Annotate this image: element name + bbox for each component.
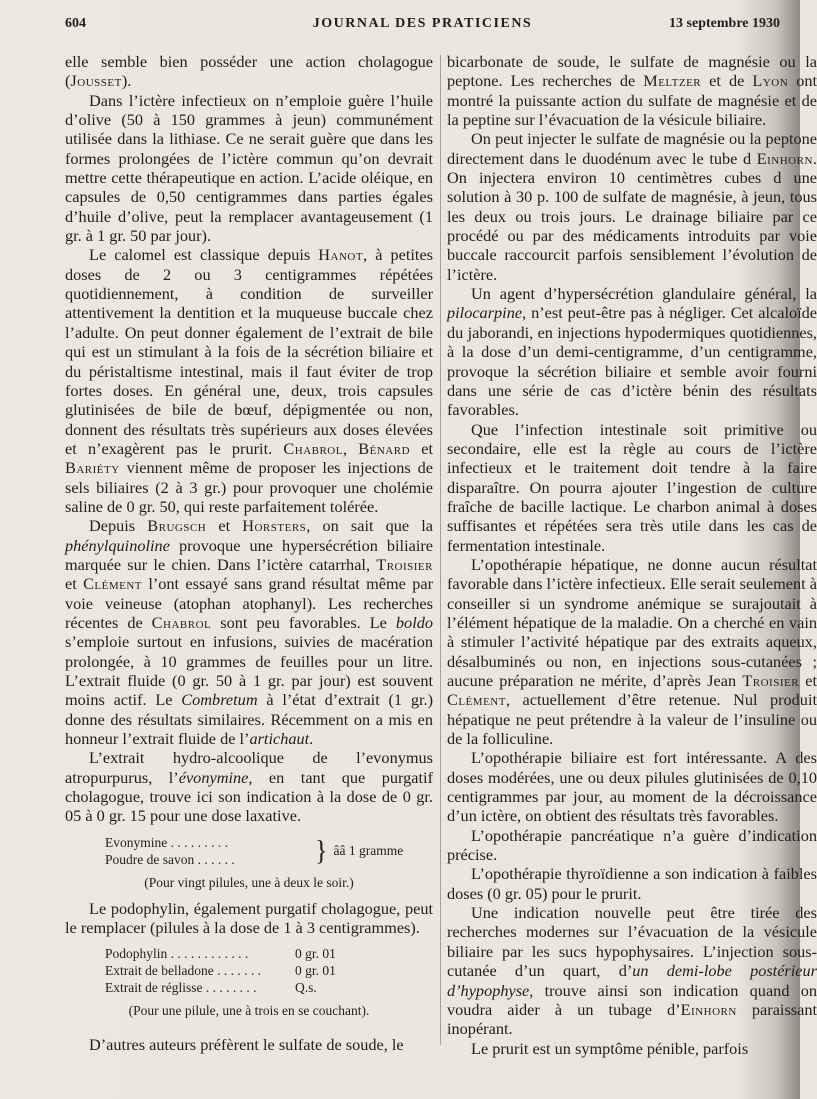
- paragraph: Le podophylin, également purgatif cholagogue, peut le remplacer (pilules à la dose de 1 à 3 centigrammes).: [65, 898, 433, 938]
- paragraph: Depuis Brugsch et Horsters, on sait que la phénylquinoline provoque une hypersécrétion biliaire marquée sur le chien. Dans l’ictère catarrhal, Troisier et Clément l’ont essayé sans grand résultat même par voie veineuse (atophan atophanyl). Les recherches récentes de Chabrol sont peu favorables. Le boldo s’emploie surtout en infusions, suivies de macération prolongée, à 10 grammes de feuilles pour un litre. L’extrait fluide (0 gr. 50 à 1 gr. par jour) est souvent moins actif. Le Combretum à l’état d’extrait (1 gr.) donne des résultats similaires. Récemment on a mis en honneur l’extrait fluide de l’artichaut.: [65, 516, 434, 749]
- formula-ingredient: Extrait de belladone . . . . . . .: [105, 963, 261, 979]
- paragraph: L’opothérapie pancréatique n’a guère d’indication précise.: [447, 825, 817, 865]
- formula-quantity: 0 gr. 01: [295, 963, 336, 979]
- paragraph: bicarbonate de soude, le sulfate de magnésie ou la peptone. Les recherches de Meltzer et de Lyon ont montré la puissante action du sulfate de magnésie et de la peptine sur l’évacuation de la vésicule biliaire.: [447, 52, 817, 130]
- paragraph: L’opothérapie hépatique, ne donne aucun résultat favorable dans l’ictère infectieux. Elle serait seulement à conseiller si un syndrome anémique se surajoutait à l’élément hépatique de la maladie. On a cherché en vain à stimuler l’activité hépatique par des extraits aqueux, désalbuminés ou non, en injections sous-cutanées ; aucune préparation ne mérite, d’après Jean Troisier et Clément, actuellement d’être retenue. Nul produit hépatique ne peut prétendre à la valeur de l’insuline ou de la folliculine.: [447, 554, 817, 749]
- paragraph: Un agent d’hypersécrétion glandulaire général, la pilocarpine, n’est peut-être pas à négliger. Cet alcaloïde du jaborandi, en injections hypodermiques quotidiennes, à la dose d’un demi-centigramme, d’un centigramme, provoque la sécrétion biliaire et semble avoir fourni dans une série de cas d’ictère bénin des résultats favorables.: [447, 284, 817, 420]
- paragraph: Que l’infection intestinale soit primitive ou secondaire, elle est la règle au cours de l’ictère infectieux et le traitement doit tendre à la faire disparaître. On pourra ajouter l’ingestion de culture fraîche de bacille lactique. Le charbon animal à doses suffisantes et répétées sera très utile dans les cas de fermentation intestinale.: [447, 419, 817, 555]
- formula-line: Evonymine . . . . . . . . .: [105, 834, 228, 850]
- formula-dose: ââ 1 gramme: [333, 843, 404, 859]
- paragraph: On peut injecter le sulfate de magnésie ou la peptone directement dans le duodénum avec le tube d Einhorn. On injectera environ 10 centimètres cubes d une solution à 30 p. 100 de sulfate de magnésie, à jeun, tous les deux ou trois jours. Le drainage biliaire par ce procédé ou par des médicaments introduits par voie buccale raccourcit parfois sensiblement l’évolution de l’ictère.: [447, 129, 817, 284]
- left-column: [65, 52, 433, 1055]
- paragraph: L’opothérapie thyroïdienne a son indication à faibles doses (0 gr. 05) pour le prurit.: [447, 864, 817, 903]
- journal-title: JOURNAL DES PRATICIENS: [312, 16, 533, 31]
- formula-ingredient: Extrait de réglisse . . . . . . . .: [105, 980, 257, 996]
- formula-ingredient: Podophylin . . . . . . . . . . . .: [105, 946, 249, 962]
- paragraph: Le prurit est un symptôme pénible, parfois: [471, 1038, 749, 1058]
- page-header: [65, 16, 780, 36]
- issue-date: 13 septembre 1930: [669, 16, 780, 31]
- formula-quantity: 0 gr. 01: [295, 946, 336, 962]
- prescription-formula: [105, 834, 433, 868]
- paragraph: D’autres auteurs préfèrent le sulfate de soude, le: [89, 1035, 404, 1055]
- paragraph: Dans l’ictère infectieux on n’emploie guère l’huile d’olive (50 à 150 grammes à jeun) communément utilisée dans la lithiase. Ce ne serait guère que dans les formes prolongées de l’ictère commun qu’on devrait mettre cette thérapeutique en action. L’acide oléique, en capsules de 0,50 centigrammes dans parties égales d’huile d’olive, peut la remplacer avantageusement (1 gr. à 1 gr. 50 par jour).: [65, 90, 433, 246]
- paragraph: L’opothérapie biliaire est fort intéressante. A des doses modérées, une ou deux pilules glutinisées de 0,10 centigrammes par jour, au moment de la décroissance d’un ictère, on obtient des résultats très favorables.: [447, 748, 817, 826]
- paragraph: Le calomel est classique depuis Hanot, à petites doses de 2 ou 3 centigrammes répétées quotidiennement, à condition de surveiller attentivement la dentition et la muqueuse buccale chez l’adulte. On peut donner également de l’extrait de bile qui est un stimulant à la fois de la sécrétion biliaire et du péristaltisme intestinal, mais il faut éviter de trop fortes doses. En général une, deux, trois capsules glutinisées de bile de bœuf, dépigmentée ou non, donnent des résultats très supérieurs aux doses élevées et n’exagèrent pas le prurit. Chabrol, Bénard et Bariéty viennent même de proposer les injections de sels biliaires (2 à 3 gr.) pour provoquer une cholémie saline de 0 gr. 50, qui reste parfaitement tolérée.: [65, 245, 434, 516]
- right-column: [447, 52, 817, 1058]
- page-number: 604: [65, 16, 86, 31]
- formula-note: (Pour une pilule, une à trois en se couchant).: [128, 1003, 370, 1019]
- prescription-formula: [105, 945, 433, 996]
- paragraph: elle semble bien posséder une action cholagogue (Jousset).: [65, 52, 433, 91]
- paragraph: Une indication nouvelle peut être tirée des recherches modernes sur l’évacuation de la vésicule biliaire par les sucs hypophysaires. L’injection sous-cutanée d’un quart, d’un demi-lobe postérieur d’hypophyse, trouve ainsi son indication quand on voudra aider à un tubage d’Einhorn paraissant inopérant.: [447, 903, 817, 1039]
- formula-note: (Pour vingt pilules, une à deux le soir.): [144, 874, 354, 890]
- column-divider: [440, 55, 441, 1045]
- formula-quantity: Q.s.: [295, 980, 317, 996]
- paragraph: L’extrait hydro-alcoolique de l’evonymus atropurpurus, l’évonymine, en tant que purgatif cholagogue, trouve ici son indication à la dose de 0 gr. 05 à 0 gr. 15 pour une dose laxative.: [65, 748, 434, 826]
- brace-icon: }: [315, 834, 328, 867]
- formula-line: Poudre de savon . . . . . .: [105, 851, 235, 867]
